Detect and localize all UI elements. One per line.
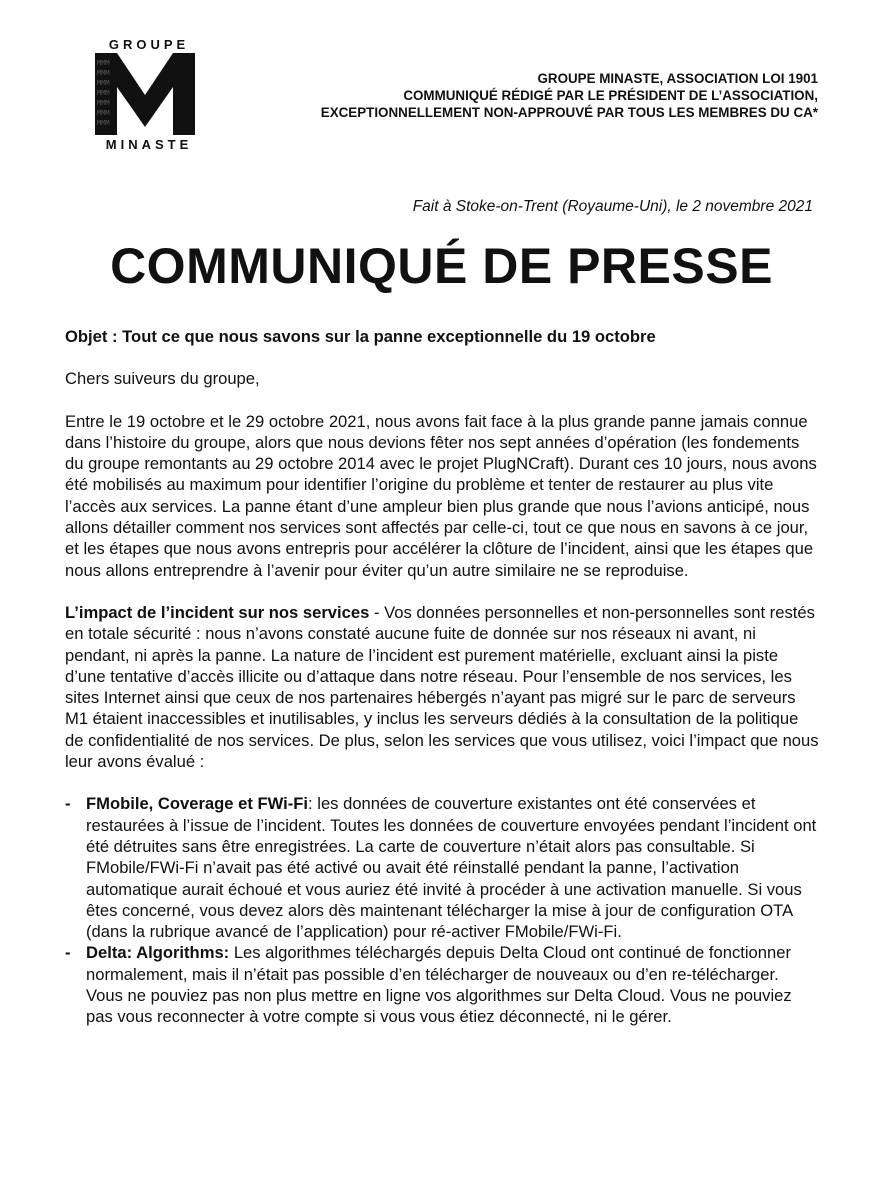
list-dash: - bbox=[65, 794, 71, 814]
page-title: COMMUNIQUÉ DE PRESSE bbox=[110, 238, 773, 294]
services-list bbox=[65, 793, 820, 1027]
service-name: FMobile, Coverage et FWi-Fi bbox=[86, 794, 309, 814]
service-text: Les algorithmes téléchargés depuis Delta Cloud ont continué de fonctionner normalement, mais il n’était pas possible d’en télécharger de nouveaux ou d’en re-télécharger. Vous ne pouviez pas non plus mettre en ligne vos algorithmes sur Delta Cloud. Vous ne pouviez pas vous reconnecter à votre compte si vous vous étiez déconnecté, ni le gérer. bbox=[86, 943, 792, 1027]
logo-m-mark bbox=[95, 53, 195, 135]
svg-text:MMM: MMM bbox=[97, 79, 110, 87]
header-line-3: EXCEPTIONNELLEMENT NON-APPROUVÉ PAR TOUS LES MEMBRES DU CA* bbox=[320, 105, 818, 120]
list-item bbox=[65, 793, 820, 942]
svg-text:MMM: MMM bbox=[97, 89, 110, 97]
list-dash: - bbox=[65, 943, 71, 963]
document-body bbox=[65, 326, 820, 1028]
subject-line: Objet : Tout ce que nous savons sur la panne exceptionnelle du 19 octobre bbox=[65, 327, 656, 346]
svg-text:MMM: MMM bbox=[97, 69, 110, 77]
impact-paragraph bbox=[65, 602, 820, 772]
service-name: Delta: Algorithms: bbox=[86, 943, 230, 963]
impact-heading: L’impact de l’incident sur nos services bbox=[65, 602, 370, 622]
logo-bottom-text: MINASTE bbox=[105, 137, 193, 152]
svg-text:MMM: MMM bbox=[97, 119, 110, 127]
svg-text:MMM: MMM bbox=[97, 99, 110, 107]
service-text: : les données de couverture existantes ont été conservées et restaurées à l’issue de l’incident. Toutes les données de couverture envoyées pendant l’incident ont été détruites sans être enregistrées. La carte de couverture n’était alors pas consultable. Si FMobile/FWi-Fi n’avait pas été activé ou avait été réinstallé pendant la panne, l’activation automatique aurait échoué et vous auriez été invité à procéder à une activation manuelle. Si vous êtes concerné, vous devez alors dès maintenant télécharger la mise à jour de configuration OTA (dans la rubrique avancé de l’application) pour ré-activer FMobile/FWi-Fi. bbox=[86, 794, 817, 942]
dateline: Fait à Stoke-on-Trent (Royaume-Uni), le 2 novembre 2021 bbox=[412, 198, 813, 215]
impact-text: - Vos données personnelles et non-personnelles sont restés en totale sécurité : nous n’avons constaté aucune fuite de donnée sur nos réseaux ni avant, ni pendant, ni après la panne. La nature de l’incident est purement matérielle, excluant ainsi la piste d’une tentative d’accès illicite ou d’attaque dans notre réseau. Pour l’ensemble de nos services, les sites Internet ainsi que ceux de nos partenaires hébergés n’ayant pas migré sur le parc de serveurs M1 étaient inaccessibles et inutilisables, y inclus les serveurs dédiés à la consultation de la politique de confidentialité de nos services. De plus, selon les services que vous utilisez, voici l’impact que nous leur avons évalué : bbox=[65, 602, 819, 772]
association-header bbox=[321, 70, 818, 121]
svg-text:MMM: MMM bbox=[97, 109, 110, 117]
header-line-1: GROUPE MINASTE, ASSOCIATION LOI 1901 bbox=[537, 71, 818, 86]
svg-text:MMM: MMM bbox=[97, 59, 110, 67]
intro-paragraph: Entre le 19 octobre et le 29 octobre 2021, nous avons fait face à la plus grande panne jamais connue dans l’histoire du groupe, alors que nous devions fêter nos sept années d’opération (les fondements du groupe remontants au 29 octobre 2014 avec le projet PlugNCraft). Durant ces 10 jours, nous avons été mobilisés au maximum pour identifier l’origine du problème et tenter de restaurer au plus vite l’accès aux services. La panne étant d’une ampleur bien plus grande que nous l’avions anticipé, nous allons détailler comment nos services sont affectés par celle-ci, tout ce que nous en savons à ce jour, et les étapes que nous avons entrepris pour accélérer la clôture de l’incident, ainsi que les étapes que nous allons entreprendre à l’avenir pour éviter qu’un autre similaire ne se reproduise. bbox=[65, 411, 817, 580]
groupe-minaste-logo bbox=[84, 37, 214, 153]
logo-top-text: GROUPE bbox=[108, 37, 190, 52]
header-line-2: COMMUNIQUÉ RÉDIGÉ PAR LE PRÉSIDENT DE L’ASSOCIATION, bbox=[403, 88, 818, 103]
greeting: Chers suiveurs du groupe, bbox=[65, 369, 260, 389]
list-item bbox=[65, 942, 820, 1027]
